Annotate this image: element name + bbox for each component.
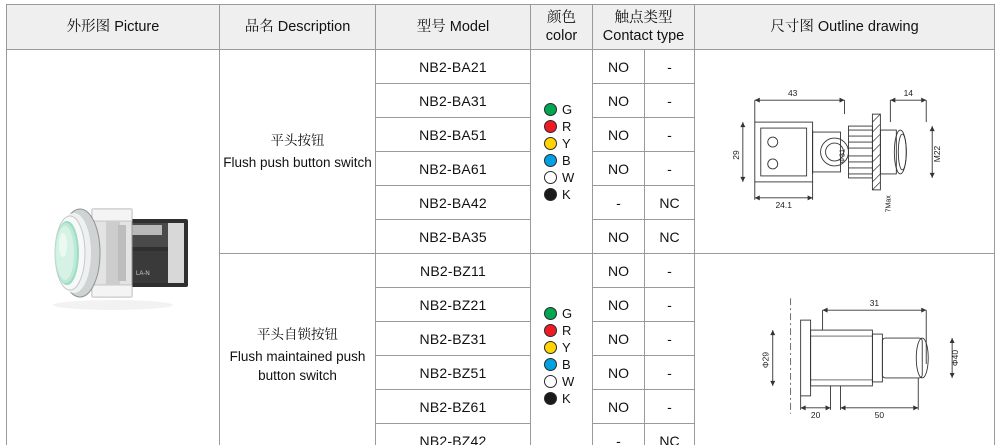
- color-dot-red: [544, 324, 557, 337]
- table-row: [7, 50, 995, 84]
- header-picture-en: Picture: [114, 18, 160, 35]
- color-list-1: [531, 103, 592, 201]
- contact-nc-cell: NC: [645, 424, 695, 445]
- contact-no-cell: -: [593, 186, 645, 220]
- model-cell: NB2-BZ11: [376, 254, 531, 288]
- contact-nc-cell: -: [645, 50, 695, 84]
- color-item-k: [544, 188, 571, 201]
- color-item-w: [544, 171, 574, 184]
- color-item-y: [544, 341, 571, 354]
- description-en-1: Flush push button switch: [223, 154, 372, 170]
- header-description: [220, 5, 376, 50]
- color-label-green: G: [562, 305, 573, 321]
- contact-no-cell: NO: [593, 152, 645, 186]
- color-label-red: R: [562, 118, 572, 134]
- color-dot-white: [544, 171, 557, 184]
- outline-drawing-cell-1: [695, 50, 995, 254]
- model-cell: NB2-BA21: [376, 50, 531, 84]
- color-item-k: [544, 392, 571, 405]
- color-label-blue: B: [562, 152, 571, 168]
- header-description-en: Description: [277, 18, 351, 35]
- outline-drawing-cell-2: [695, 254, 995, 445]
- model-cell: NB2-BZ42: [376, 424, 531, 445]
- contact-nc-cell: -: [645, 356, 695, 390]
- model-cell: NB2-BZ31: [376, 322, 531, 356]
- model-cell: NB2-BZ51: [376, 356, 531, 390]
- color-dot-blue: [544, 358, 557, 371]
- dim-7max: 7Max: [885, 194, 893, 212]
- model-cell: NB2-BA61: [376, 152, 531, 186]
- table-body: [7, 50, 995, 445]
- contact-no-cell: -: [593, 424, 645, 445]
- table-header: [7, 5, 995, 50]
- color-item-b: [544, 358, 571, 371]
- color-label-green: G: [562, 101, 573, 117]
- color-list-2: [531, 307, 592, 405]
- contact-no-cell: NO: [593, 254, 645, 288]
- color-label-blue: B: [562, 356, 571, 372]
- header-picture-cn: 外形图: [66, 18, 111, 35]
- color-label-yellow: Y: [562, 135, 571, 151]
- color-item-w: [544, 375, 574, 388]
- header-model: [376, 5, 531, 50]
- contact-no-cell: NO: [593, 220, 645, 254]
- color-dot-white: [544, 375, 557, 388]
- header-outline-drawing: [695, 5, 995, 50]
- color-item-r: [544, 120, 571, 133]
- color-label-black: K: [562, 390, 571, 406]
- contact-no-cell: NO: [593, 288, 645, 322]
- contact-nc-cell: -: [645, 254, 695, 288]
- model-cell: NB2-BZ21: [376, 288, 531, 322]
- contact-nc-cell: -: [645, 152, 695, 186]
- color-label-black: K: [562, 186, 571, 202]
- header-picture: [7, 5, 220, 50]
- description-cn-1: 平头按钮: [270, 132, 325, 148]
- dim-24-1: 24.1: [775, 199, 792, 210]
- model-cell: NB2-BA51: [376, 118, 531, 152]
- dim-50: 50: [874, 409, 885, 420]
- model-cell: NB2-BA35: [376, 220, 531, 254]
- contact-nc-cell: -: [645, 288, 695, 322]
- color-label-white: W: [562, 373, 575, 389]
- color-cell-group-1: [531, 50, 593, 254]
- contact-nc-cell: -: [645, 118, 695, 152]
- header-contact-type-en: Contact type: [602, 28, 685, 44]
- contact-nc-cell: -: [645, 390, 695, 424]
- color-item-g: [544, 307, 572, 320]
- header-color: [531, 5, 593, 50]
- model-cell: NB2-BA31: [376, 84, 531, 118]
- color-item-y: [544, 137, 571, 150]
- color-dot-yellow: [544, 137, 557, 150]
- header-description-cn: 品名: [244, 18, 274, 35]
- contact-nc-cell: -: [645, 84, 695, 118]
- model-cell: NB2-BZ61: [376, 390, 531, 424]
- model-cell: NB2-BA42: [376, 186, 531, 220]
- color-dot-black: [544, 392, 557, 405]
- contact-no-cell: NO: [593, 50, 645, 84]
- color-label-yellow: Y: [562, 339, 571, 355]
- header-color-cn: 颜色: [547, 9, 576, 26]
- push-button-photo-icon: [18, 179, 208, 329]
- description-en-2: Flush maintained push button switch: [229, 348, 366, 384]
- dim-phi29: Φ29: [760, 351, 771, 368]
- contact-no-cell: NO: [593, 356, 645, 390]
- dim-phi40: Φ40: [950, 349, 961, 366]
- dim-43: 43: [787, 87, 798, 98]
- header-model-en: Model: [449, 18, 490, 35]
- color-cell-group-2: [531, 254, 593, 445]
- outline-drawing-2-icon: [695, 268, 994, 444]
- dim-14: 14: [903, 87, 914, 98]
- contact-no-cell: NO: [593, 84, 645, 118]
- dim-m22: M22: [932, 145, 943, 162]
- contact-no-cell: NO: [593, 118, 645, 152]
- contact-no-cell: NO: [593, 322, 645, 356]
- outline-drawing-1-icon: [695, 64, 994, 240]
- contact-no-cell: NO: [593, 390, 645, 424]
- color-dot-blue: [544, 154, 557, 167]
- product-image: [18, 179, 208, 329]
- header-outline-en: Outline drawing: [817, 18, 919, 35]
- color-item-g: [544, 103, 572, 116]
- color-dot-green: [544, 307, 557, 320]
- dim-31: 31: [869, 297, 880, 308]
- dim-phi31: Φ31: [837, 148, 847, 163]
- color-dot-black: [544, 188, 557, 201]
- color-dot-red: [544, 120, 557, 133]
- dim-20: 20: [810, 409, 821, 420]
- description-cn-2: 平头自锁按钮: [257, 327, 338, 343]
- color-item-r: [544, 324, 571, 337]
- color-dot-yellow: [544, 341, 557, 354]
- header-outline-cn: 尺寸图: [770, 18, 814, 35]
- description-cell-group-1: [220, 50, 376, 254]
- color-dot-green: [544, 103, 557, 116]
- dim-29: 29: [730, 149, 741, 160]
- color-label-white: W: [562, 169, 575, 185]
- color-label-red: R: [562, 322, 572, 338]
- header-color-en: color: [545, 28, 578, 44]
- header-contact-type-cn: 触点类型: [614, 9, 673, 26]
- color-item-b: [544, 154, 571, 167]
- contact-nc-cell: NC: [645, 186, 695, 220]
- product-picture-cell: [7, 50, 220, 445]
- contact-nc-cell: NC: [645, 220, 695, 254]
- description-cell-group-2: [220, 254, 376, 445]
- header-contact-type: [593, 5, 695, 50]
- svg-text:LA-N: LA-N: [136, 270, 150, 277]
- product-spec-table: [6, 4, 995, 445]
- contact-nc-cell: -: [645, 322, 695, 356]
- header-model-cn: 型号: [416, 18, 446, 35]
